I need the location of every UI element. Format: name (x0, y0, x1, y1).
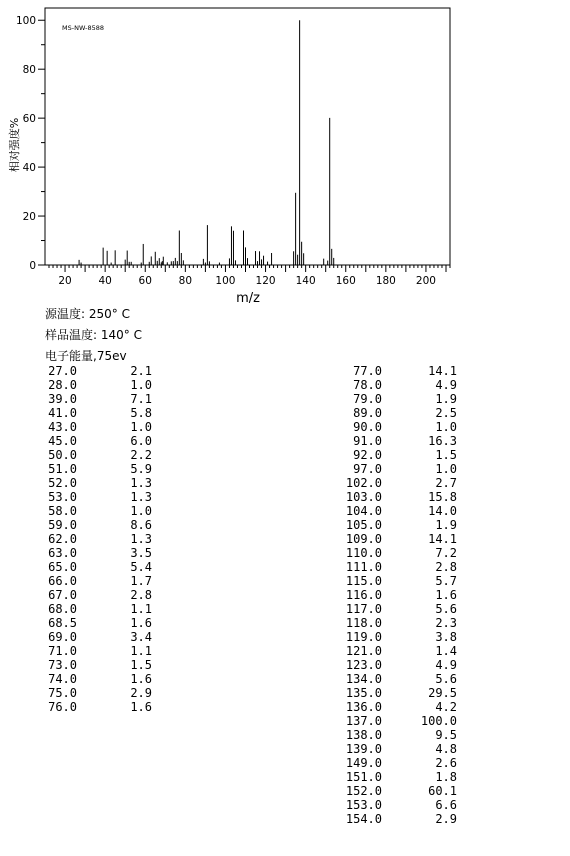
peak-intensity: 5.9 (130, 462, 152, 476)
peak-row (0, 602, 570, 616)
y-tick-label: 60 (22, 113, 36, 126)
peak-row (0, 490, 570, 504)
peak-row (0, 532, 570, 546)
peak-row (0, 630, 570, 644)
y-tick-label: 80 (22, 64, 36, 77)
peak-mz: 139.0 (345, 742, 382, 756)
peak-mz: 116.0 (345, 588, 382, 602)
peak-row (0, 812, 570, 826)
x-tick-label: 160 (335, 275, 356, 287)
peak-intensity: 1.3 (130, 476, 152, 490)
x-tick-label: 140 (295, 275, 316, 287)
peak-row (0, 700, 570, 714)
peak-mz: 75.0 (48, 686, 77, 700)
peak-intensity: 2.9 (435, 812, 457, 826)
peak-mz: 138.0 (345, 728, 382, 742)
y-tick-label: 20 (22, 211, 36, 224)
peak-row (0, 728, 570, 742)
peak-intensity: 5.6 (435, 672, 457, 686)
peak-intensity: 2.9 (130, 686, 152, 700)
sample-temperature: 样品温度: 140° C (45, 328, 142, 342)
peak-intensity: 1.7 (130, 574, 152, 588)
peak-intensity: 2.3 (435, 616, 457, 630)
peak-mz: 71.0 (48, 644, 77, 658)
peak-row (0, 644, 570, 658)
peak-row (0, 798, 570, 812)
peak-mz: 59.0 (48, 518, 77, 532)
peak-row (0, 784, 570, 798)
peak-mz: 134.0 (345, 672, 382, 686)
peak-intensity: 9.5 (435, 728, 457, 742)
peak-row (0, 686, 570, 700)
peak-intensity: 1.8 (435, 770, 457, 784)
peak-intensity: 1.5 (435, 448, 457, 462)
peak-mz: 78.0 (353, 378, 382, 392)
peak-intensity: 60.1 (428, 784, 457, 798)
peak-mz: 102.0 (345, 476, 382, 490)
peak-row (0, 462, 570, 476)
peak-mz: 154.0 (345, 812, 382, 826)
plot-frame (45, 8, 450, 265)
peak-intensity: 5.4 (130, 560, 152, 574)
peak-mz: 153.0 (345, 798, 382, 812)
x-axis-label: m/z (236, 291, 260, 306)
peak-mz: 74.0 (48, 672, 77, 686)
peak-intensity: 1.1 (130, 644, 152, 658)
peak-mz: 63.0 (48, 546, 77, 560)
peak-intensity: 14.1 (428, 532, 457, 546)
peak-mz: 152.0 (345, 784, 382, 798)
peak-row (0, 756, 570, 770)
peak-intensity: 1.9 (435, 518, 457, 532)
peak-intensity: 1.9 (435, 392, 457, 406)
peak-mz: 111.0 (345, 560, 382, 574)
peak-intensity: 1.0 (435, 420, 457, 434)
peak-intensity: 2.5 (435, 406, 457, 420)
peak-mz: 136.0 (345, 700, 382, 714)
peak-intensity: 1.1 (130, 602, 152, 616)
peak-mz: 53.0 (48, 490, 77, 504)
peak-intensity: 3.4 (130, 630, 152, 644)
peak-intensity: 1.0 (435, 462, 457, 476)
peak-row (0, 658, 570, 672)
peak-intensity: 2.8 (435, 560, 457, 574)
peak-row (0, 448, 570, 462)
peak-intensity: 14.1 (428, 364, 457, 378)
peak-mz: 45.0 (48, 434, 77, 448)
peak-row (0, 504, 570, 518)
peak-mz: 91.0 (353, 434, 382, 448)
peak-intensity: 1.6 (130, 616, 152, 630)
peak-mz: 90.0 (353, 420, 382, 434)
peak-mz: 28.0 (48, 378, 77, 392)
peak-mz: 58.0 (48, 504, 77, 518)
peak-row (0, 364, 570, 378)
peak-row (0, 588, 570, 602)
peak-intensity: 5.7 (435, 574, 457, 588)
x-tick-label: 80 (178, 275, 193, 287)
electron-energy: 电子能量,75ev (45, 349, 127, 363)
peak-mz: 50.0 (48, 448, 77, 462)
peak-intensity: 6.6 (435, 798, 457, 812)
peak-row (0, 434, 570, 448)
peak-mz: 149.0 (345, 756, 382, 770)
peak-mz: 110.0 (345, 546, 382, 560)
peak-mz: 68.0 (48, 602, 77, 616)
peak-mz: 97.0 (353, 462, 382, 476)
peak-mz: 109.0 (345, 532, 382, 546)
peak-intensity: 7.1 (130, 392, 152, 406)
y-axis-label: 相对强度% (8, 117, 21, 173)
peak-intensity: 2.8 (130, 588, 152, 602)
peak-intensity: 1.6 (130, 700, 152, 714)
peak-mz: 76.0 (48, 700, 77, 714)
x-tick-label: 40 (98, 275, 112, 287)
peak-mz: 104.0 (345, 504, 382, 518)
peak-mz: 52.0 (48, 476, 77, 490)
peak-row (0, 420, 570, 434)
x-tick-label: 100 (215, 275, 236, 287)
peak-mz: 39.0 (48, 392, 77, 406)
peak-intensity: 1.4 (435, 644, 457, 658)
peak-intensity: 7.2 (435, 546, 457, 560)
peak-intensity: 5.6 (435, 602, 457, 616)
peak-intensity: 3.5 (130, 546, 152, 560)
peak-row (0, 378, 570, 392)
peak-mz: 73.0 (48, 658, 77, 672)
peak-mz: 121.0 (345, 644, 382, 658)
peak-mz: 67.0 (48, 588, 77, 602)
x-axis-ticks (49, 265, 450, 287)
peak-intensity: 3.8 (435, 630, 457, 644)
peak-intensity: 1.6 (435, 588, 457, 602)
peak-intensity: 8.6 (130, 518, 152, 532)
peak-row (0, 560, 570, 574)
peak-intensity: 4.9 (435, 378, 457, 392)
y-tick-label: 0 (29, 260, 36, 272)
peak-mz: 79.0 (353, 392, 382, 406)
peak-mz: 117.0 (345, 602, 382, 616)
peak-intensity: 1.6 (130, 672, 152, 686)
peak-intensity: 2.1 (130, 364, 152, 378)
peak-mz: 69.0 (48, 630, 77, 644)
x-tick-label: 180 (375, 275, 396, 287)
peak-row (0, 476, 570, 490)
peak-mz: 65.0 (48, 560, 77, 574)
peak-mz: 68.5 (48, 616, 77, 630)
peak-intensity: 1.3 (130, 532, 152, 546)
peak-intensity: 1.0 (130, 504, 152, 518)
peak-table-right (0, 364, 570, 826)
peak-intensity: 29.5 (428, 686, 457, 700)
peak-mz: 92.0 (353, 448, 382, 462)
peak-mz: 135.0 (345, 686, 382, 700)
peak-mz: 105.0 (345, 518, 382, 532)
peak-intensity: 2.2 (130, 448, 152, 462)
peak-row (0, 574, 570, 588)
peak-row (0, 616, 570, 630)
peak-mz: 119.0 (345, 630, 382, 644)
mass-spectrum-chart (0, 0, 570, 312)
peak-mz: 41.0 (48, 406, 77, 420)
peak-mz: 115.0 (345, 574, 382, 588)
peak-intensity: 4.2 (435, 700, 457, 714)
y-tick-label: 100 (15, 15, 36, 28)
peak-intensity: 1.3 (130, 490, 152, 504)
peak-row (0, 742, 570, 756)
peak-mz: 123.0 (345, 658, 382, 672)
peak-row (0, 392, 570, 406)
peak-mz: 137.0 (345, 714, 382, 728)
peak-row (0, 518, 570, 532)
peak-intensity: 4.9 (435, 658, 457, 672)
peak-intensity: 2.7 (435, 476, 457, 490)
peak-mz: 62.0 (48, 532, 77, 546)
peak-row (0, 546, 570, 560)
peak-mz: 77.0 (353, 364, 382, 378)
peak-intensity: 4.8 (435, 742, 457, 756)
peak-intensity: 5.8 (130, 406, 152, 420)
x-tick-label: 60 (138, 275, 152, 287)
peak-mz: 89.0 (353, 406, 382, 420)
peak-mz: 103.0 (345, 490, 382, 504)
peak-intensity: 16.3 (428, 434, 457, 448)
y-tick-label: 40 (22, 162, 36, 175)
peak-intensity: 6.0 (130, 434, 152, 448)
peak-mz: 51.0 (48, 462, 77, 476)
peak-row (0, 770, 570, 784)
peak-intensity: 15.8 (428, 490, 457, 504)
sample-id-label: MS-NW-8588 (62, 24, 104, 32)
peak-mz: 66.0 (48, 574, 77, 588)
peak-mz: 43.0 (48, 420, 77, 434)
peak-intensity: 1.0 (130, 420, 152, 434)
source-temperature: 源温度: 250° C (45, 307, 130, 321)
peak-mz: 118.0 (345, 616, 382, 630)
peak-intensity: 100.0 (420, 714, 457, 728)
peak-intensity: 14.0 (428, 504, 457, 518)
x-tick-label: 200 (415, 275, 436, 287)
peak-row (0, 406, 570, 420)
x-tick-label: 20 (58, 275, 72, 287)
peak-intensity: 1.5 (130, 658, 152, 672)
peak-row (0, 714, 570, 728)
peak-intensity: 1.0 (130, 378, 152, 392)
peak-row (0, 672, 570, 686)
peak-mz: 151.0 (345, 770, 382, 784)
peak-sticks (79, 20, 334, 265)
peak-intensity: 2.6 (435, 756, 457, 770)
x-tick-label: 120 (255, 275, 276, 287)
peak-mz: 27.0 (48, 364, 77, 378)
